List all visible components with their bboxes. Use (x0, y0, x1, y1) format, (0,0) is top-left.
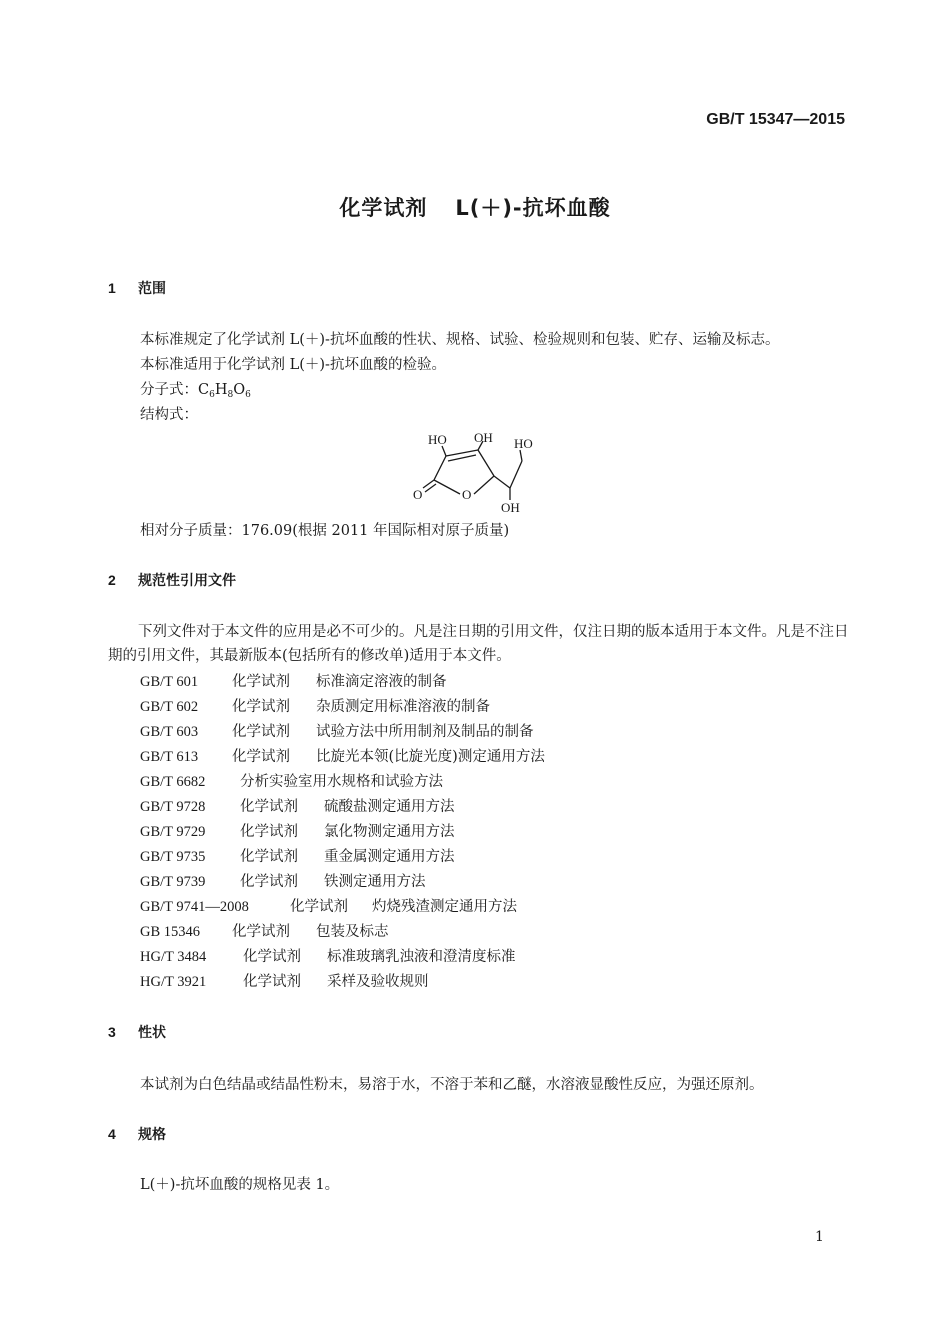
ho-left-label: HO (428, 432, 447, 447)
reference-item (140, 870, 426, 891)
standard-code: GB/T 15347—2015 (706, 111, 845, 128)
structural-formula-diagram (410, 426, 550, 516)
section-4-heading (108, 1124, 166, 1144)
page-number: 1 (815, 1229, 824, 1245)
oh-top-label: OH (474, 430, 493, 445)
reference-title: 试验方法中所用制剂及制品的制备 (316, 724, 534, 740)
section-title: 规范性引用文件 (138, 573, 236, 589)
ring-double-bond-inner (448, 455, 476, 461)
reference-code: HG/T 3484 (140, 949, 207, 965)
relative-molecular-mass: 相对分子质量：176.09(根据 2011 年国际相对原子质量) (140, 523, 510, 539)
ring-o-label: O (462, 487, 472, 502)
reference-title: 硫酸盐测定通用方法 (324, 799, 455, 815)
reference-title: 标准玻璃乳浊液和澄清度标准 (327, 949, 516, 965)
structure-label: 结构式： (140, 407, 198, 423)
reference-code: GB/T 601 (140, 674, 199, 690)
reference-category: 化学试剂 (232, 924, 290, 940)
normative-references-intro: 下列文件对于本文件的应用是必不可少的。凡是注日期的引用文件，仅注日期的版本适用于本文件。凡是不注日期的引用文件，其最新版本(包括所有的修改单)适用于本文件。 (108, 624, 849, 664)
section-number: 3 (108, 1024, 116, 1040)
formula-label: 分子式： (140, 382, 198, 398)
reference-title: 比旋光本领(比旋光度)测定通用方法 (316, 749, 545, 765)
reference-code: GB 15346 (140, 924, 201, 940)
ring-bond (434, 456, 446, 480)
reference-item (140, 720, 534, 741)
section-number: 2 (108, 572, 116, 588)
reference-code: GB/T 602 (140, 699, 199, 715)
ho-right-label: HO (514, 436, 533, 451)
reference-code: GB/T 9729 (140, 824, 206, 840)
reference-category: 化学试剂 (240, 849, 298, 865)
formula-h-count: 8 (227, 390, 234, 400)
reference-category: 化学试剂 (232, 724, 290, 740)
reference-category: 化学试剂 (243, 974, 301, 990)
specification-paragraph: L(＋)-抗坏血酸的规格见表 1。 (140, 1177, 340, 1193)
reference-item (140, 820, 455, 841)
formula-c: C (198, 382, 210, 398)
carbonyl-o-label: O (413, 487, 423, 502)
reference-category: 化学试剂 (240, 824, 298, 840)
section-number: 1 (108, 280, 116, 296)
section-title: 规格 (138, 1127, 166, 1143)
scope-paragraph-2: 本标准适用于化学试剂 L(＋)-抗坏血酸的检验。 (140, 357, 446, 373)
reference-category: 化学试剂 (243, 949, 301, 965)
reference-item (140, 795, 455, 816)
reference-title: 采样及验收规则 (327, 974, 429, 990)
title-substance: L(＋)-抗坏血酸 (455, 196, 611, 220)
side-chain-bond (494, 476, 510, 488)
reference-code: GB/T 9728 (140, 799, 206, 815)
reference-item (140, 670, 447, 691)
reference-category: 化学试剂 (240, 799, 298, 815)
reference-category: 化学试剂 (240, 874, 298, 890)
reference-code: GB/T 613 (140, 749, 199, 765)
section-1-heading (108, 278, 166, 298)
reference-category: 化学试剂 (232, 674, 290, 690)
ring-bond (474, 476, 494, 494)
reference-code: GB/T 603 (140, 724, 199, 740)
formula-o: O (233, 382, 246, 398)
ring-bond (434, 480, 460, 494)
reference-code: GB/T 9741—2008 (140, 899, 249, 915)
reference-item (140, 695, 490, 716)
section-number: 4 (108, 1126, 116, 1142)
document-title (0, 192, 950, 222)
properties-paragraph: 本试剂为白色结晶或结晶性粉末，易溶于水，不溶于苯和乙醚，水溶液显酸性反应，为强还原剂。 (140, 1077, 764, 1093)
reference-item (140, 745, 545, 766)
reference-title: 灼烧残渣测定通用方法 (372, 899, 517, 915)
reference-code: GB/T 9739 (140, 874, 206, 890)
title-category: 化学试剂 (339, 196, 428, 220)
section-title: 性状 (138, 1025, 166, 1041)
formula-c-count: 6 (209, 390, 215, 400)
reference-item (140, 845, 455, 866)
formula-h: H (214, 382, 228, 398)
reference-code: GB/T 6682 (140, 774, 206, 790)
formula-o-count: 6 (245, 390, 251, 400)
reference-category: 化学试剂 (290, 899, 348, 915)
oh-bottom-label: OH (501, 500, 520, 515)
reference-item (140, 970, 429, 991)
reference-code: HG/T 3921 (140, 974, 207, 990)
reference-title: 标准滴定溶液的制备 (316, 674, 447, 690)
reference-code: GB/T 9735 (140, 849, 206, 865)
reference-category: 分析实验室用水规格和试验方法 (240, 774, 443, 790)
reference-item (140, 945, 516, 966)
section-title: 范围 (138, 281, 166, 297)
reference-title: 杂质测定用标准溶液的制备 (316, 699, 490, 715)
reference-category: 化学试剂 (232, 749, 290, 765)
reference-item (140, 895, 517, 916)
reference-title: 铁测定通用方法 (324, 874, 426, 890)
scope-paragraph-1: 本标准规定了化学试剂 L(＋)-抗坏血酸的性状、规格、试验、检验规则和包装、贮存、运输及标志。 (140, 332, 780, 348)
hydroxyl-bond (442, 446, 446, 456)
ring-bond (478, 450, 494, 476)
side-chain-bond (510, 461, 522, 488)
reference-title: 重金属测定通用方法 (324, 849, 455, 865)
reference-item (140, 770, 443, 791)
section-2-heading (108, 570, 236, 590)
reference-category: 化学试剂 (232, 699, 290, 715)
molecular-formula (140, 378, 251, 400)
section-3-heading (108, 1022, 166, 1042)
side-chain-oh-bond (520, 450, 522, 461)
reference-title: 包装及标志 (316, 924, 389, 940)
reference-title: 氯化物测定通用方法 (324, 824, 455, 840)
structure-bonds (423, 441, 522, 500)
reference-item (140, 920, 389, 941)
